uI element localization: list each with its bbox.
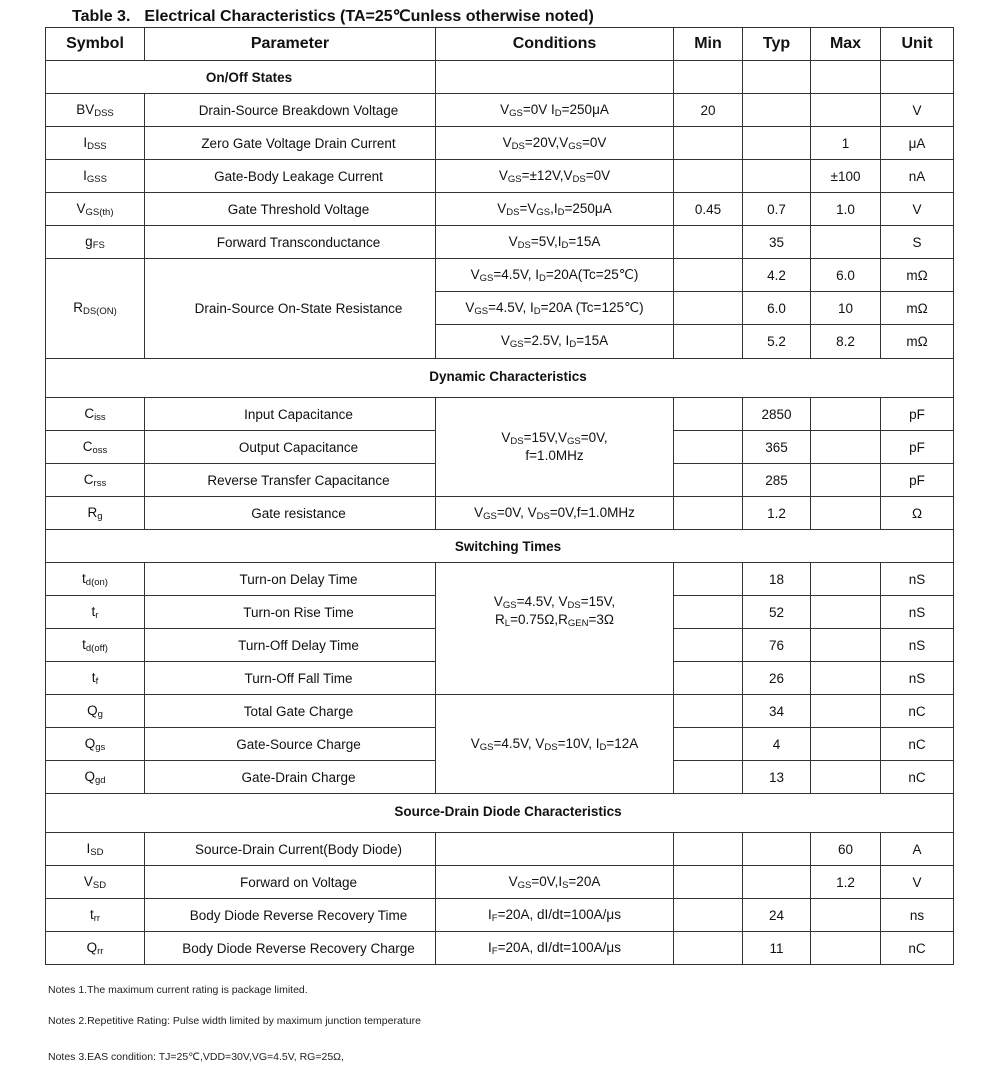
symbol-subscript: gs — [95, 741, 106, 753]
unit-cell: V — [881, 866, 954, 899]
section-diode: Source-Drain Diode Characteristics — [46, 794, 954, 833]
note-2: Notes 2.Repetitive Rating: Pulse width limited by maximum junction temperature — [48, 1015, 421, 1027]
typ-cell: 34 — [743, 695, 811, 728]
min-cell — [674, 932, 743, 965]
parameter-cell: Drain-Source Breakdown Voltage — [145, 94, 436, 127]
table-row — [46, 259, 954, 292]
min-cell — [674, 497, 743, 530]
header-parameter: Parameter — [145, 28, 436, 61]
table-row — [46, 932, 954, 965]
unit-cell: nC — [881, 761, 954, 794]
typ-cell: 13 — [743, 761, 811, 794]
unit-cell: mΩ — [881, 292, 954, 325]
max-cell: 10 — [811, 292, 881, 325]
symbol-subscript: r — [95, 609, 99, 621]
typ-cell: 6.0 — [743, 292, 811, 325]
conditions-cell: $V_{DS}=20V,V_{GS}=0V$ — [436, 127, 674, 160]
symbol-cell — [46, 728, 145, 761]
typ-cell: 18 — [743, 563, 811, 596]
empty-cell — [811, 61, 881, 94]
symbol-subscript: rr — [93, 912, 101, 924]
unit-cell: Ω — [881, 497, 954, 530]
symbol: V — [83, 873, 93, 889]
max-cell: 1.2 — [811, 866, 881, 899]
parameter-cell: Output Capacitance — [145, 431, 436, 464]
symbol: t — [89, 906, 94, 922]
header-typ: Typ — [743, 28, 811, 61]
parameter-cell: Zero Gate Voltage Drain Current — [145, 127, 436, 160]
parameter-cell: Gate-Body Leakage Current — [145, 160, 436, 193]
parameter-cell: Gate-Source Charge — [145, 728, 436, 761]
min-cell — [674, 866, 743, 899]
parameter-cell: Forward on Voltage — [145, 866, 436, 899]
max-cell — [811, 431, 881, 464]
empty-cell — [674, 61, 743, 94]
symbol-subscript: rss — [93, 477, 107, 489]
symbol-subscript: rr — [97, 945, 104, 957]
symbol: Q — [86, 939, 98, 955]
typ-cell — [743, 94, 811, 127]
electrical-characteristics-table — [45, 27, 954, 965]
symbol-cell — [46, 431, 145, 464]
table-row — [46, 695, 954, 728]
header-symbol: Symbol — [46, 28, 145, 61]
symbol: C — [84, 405, 95, 421]
symbol: Q — [84, 768, 95, 784]
gate-charge-conditions-cell: $V_{GS}=4.5V$, $V_{DS}=10V$, $I_D=12A$ — [436, 695, 674, 794]
table-row — [46, 226, 954, 259]
max-cell — [811, 596, 881, 629]
symbol: t — [91, 603, 96, 619]
empty-cell — [743, 61, 811, 94]
parameter-cell: Gate Threshold Voltage — [145, 193, 436, 226]
typ-cell: 35 — [743, 226, 811, 259]
max-cell — [811, 629, 881, 662]
symbol: C — [82, 438, 93, 454]
min-cell — [674, 160, 743, 193]
section-row — [46, 359, 954, 398]
min-cell — [674, 833, 743, 866]
header-conditions: Conditions — [436, 28, 674, 61]
symbol-subscript: d(off) — [85, 642, 108, 654]
parameter-cell: Body Diode Reverse Recovery Time — [145, 899, 436, 932]
symbol: g — [85, 233, 93, 249]
symbol: I — [83, 134, 88, 150]
symbol: Q — [84, 735, 96, 751]
table-row — [46, 563, 954, 596]
max-cell — [811, 563, 881, 596]
max-cell — [811, 497, 881, 530]
max-cell — [811, 464, 881, 497]
max-cell — [811, 932, 881, 965]
parameter-cell: Turn-Off Delay Time — [145, 629, 436, 662]
table-caption: Electrical Characteristics (TA=25℃unless otherwise noted) — [144, 8, 594, 25]
empty-cell — [881, 61, 954, 94]
min-cell — [674, 431, 743, 464]
unit-cell: S — [881, 226, 954, 259]
section-switching: Switching Times — [46, 530, 954, 563]
conditions-cell: $V_{GS}=4.5V$, $I_D=20A$ (Tc=125℃) — [436, 292, 674, 325]
symbol-cell — [46, 629, 145, 662]
unit-cell: ns — [881, 899, 954, 932]
symbol-cell — [46, 398, 145, 431]
min-cell — [674, 596, 743, 629]
max-cell: 6.0 — [811, 259, 881, 292]
min-cell — [674, 127, 743, 160]
symbol-cell — [46, 259, 145, 359]
conditions-cell: $V_{GS}=0V,I_S=20A$ — [436, 866, 674, 899]
unit-cell: pF — [881, 464, 954, 497]
header-unit: Unit — [881, 28, 954, 61]
symbol-cell — [46, 464, 145, 497]
section-row — [46, 530, 954, 563]
symbol-subscript: DS(ON) — [82, 306, 117, 317]
unit-cell: nS — [881, 563, 954, 596]
unit-cell: nC — [881, 932, 954, 965]
min-cell — [674, 226, 743, 259]
header-min: Min — [674, 28, 743, 61]
min-cell — [674, 728, 743, 761]
parameter-cell: Gate resistance — [145, 497, 436, 530]
min-cell — [674, 259, 743, 292]
unit-cell: mΩ — [881, 259, 954, 292]
conditions-cell: $V_{DS}=V_{GS},I_D=250\mu A$ — [436, 193, 674, 226]
symbol-subscript: SD — [90, 846, 104, 858]
parameter-cell: Drain-Source On-State Resistance — [145, 259, 436, 359]
table-number: Table 3. — [72, 8, 131, 25]
unit-cell: nC — [881, 695, 954, 728]
conditions-cell — [436, 833, 674, 866]
unit-cell: pF — [881, 431, 954, 464]
min-cell — [674, 563, 743, 596]
unit-cell: nS — [881, 662, 954, 695]
min-cell — [674, 464, 743, 497]
conditions-cell: $V_{GS}=2.5V$, $I_D=15A$ — [436, 325, 674, 359]
table-row — [46, 398, 954, 431]
table-row — [46, 160, 954, 193]
table-row — [46, 866, 954, 899]
symbol-cell — [46, 94, 145, 127]
min-cell — [674, 761, 743, 794]
max-cell: 60 — [811, 833, 881, 866]
unit-cell: nS — [881, 596, 954, 629]
header-max: Max — [811, 28, 881, 61]
unit-cell: nS — [881, 629, 954, 662]
symbol-subscript: FS — [92, 239, 105, 251]
header-row — [46, 28, 954, 61]
symbol-cell — [46, 695, 145, 728]
min-cell — [674, 292, 743, 325]
symbol-cell — [46, 497, 145, 530]
section-row — [46, 794, 954, 833]
max-cell: ±100 — [811, 160, 881, 193]
typ-cell — [743, 866, 811, 899]
typ-cell: 5.2 — [743, 325, 811, 359]
max-cell: 1 — [811, 127, 881, 160]
conditions-cell: $I_F=20A$, dI/dt=100A/μs — [436, 932, 674, 965]
typ-cell: 26 — [743, 662, 811, 695]
typ-cell: 365 — [743, 431, 811, 464]
max-cell — [811, 226, 881, 259]
symbol-cell — [46, 596, 145, 629]
min-cell — [674, 899, 743, 932]
max-cell — [811, 662, 881, 695]
min-cell — [674, 695, 743, 728]
symbol: I — [83, 167, 87, 183]
typ-cell: 76 — [743, 629, 811, 662]
parameter-cell: Turn-on Rise Time — [145, 596, 436, 629]
symbol-cell — [46, 899, 145, 932]
table-row — [46, 193, 954, 226]
conditions-cell: $V_{GS}=0V$, $V_{DS}=0V,f=1.0MHz$ — [436, 497, 674, 530]
symbol-subscript: g — [97, 510, 103, 522]
section-on-off: On/Off States — [46, 61, 436, 94]
typ-cell — [743, 833, 811, 866]
parameter-cell: Input Capacitance — [145, 398, 436, 431]
symbol-cell — [46, 932, 145, 965]
symbol: C — [83, 471, 94, 487]
symbol-subscript: gd — [94, 774, 106, 786]
max-cell — [811, 695, 881, 728]
max-cell — [811, 398, 881, 431]
symbol-cell — [46, 662, 145, 695]
symbol-subscript: d(on) — [85, 576, 108, 588]
table-row — [46, 497, 954, 530]
typ-cell: 285 — [743, 464, 811, 497]
min-cell: 0.45 — [674, 193, 743, 226]
parameter-cell: Forward Transconductance — [145, 226, 436, 259]
note-3: Notes 3.EAS condition: TJ=25℃,VDD=30V,VG=4.5V, RG=25Ω, — [48, 1051, 344, 1063]
parameter-cell: Reverse Transfer Capacitance — [145, 464, 436, 497]
symbol-subscript: GSS — [86, 173, 107, 185]
symbol-cell — [46, 866, 145, 899]
note-1: Notes 1.The maximum current rating is package limited. — [48, 984, 308, 996]
symbol-cell — [46, 761, 145, 794]
parameter-cell: Turn-on Delay Time — [145, 563, 436, 596]
typ-cell: 11 — [743, 932, 811, 965]
section-dynamic: Dynamic Characteristics — [46, 359, 954, 398]
symbol-cell — [46, 563, 145, 596]
symbol: R — [73, 300, 83, 315]
typ-cell — [743, 127, 811, 160]
conditions-cell: $V_{GS}=\pm 12V,V_{DS}=0V$ — [436, 160, 674, 193]
symbol: t — [82, 570, 86, 586]
typ-cell: 0.7 — [743, 193, 811, 226]
max-cell: 1.0 — [811, 193, 881, 226]
capacitance-conditions-cell: $V_{DS}=15V,V_{GS}=0V$, f=1.0MHz — [436, 398, 674, 497]
min-cell — [674, 662, 743, 695]
min-cell — [674, 325, 743, 359]
typ-cell: 4 — [743, 728, 811, 761]
max-cell — [811, 94, 881, 127]
typ-cell: 24 — [743, 899, 811, 932]
typ-cell: 4.2 — [743, 259, 811, 292]
min-cell — [674, 629, 743, 662]
section-row — [46, 61, 954, 94]
parameter-cell: Source-Drain Current(Body Diode) — [145, 833, 436, 866]
symbol-subscript: DSS — [87, 140, 107, 152]
symbol-cell — [46, 833, 145, 866]
min-cell — [674, 398, 743, 431]
parameter-cell: Turn-Off Fall Time — [145, 662, 436, 695]
table-row — [46, 899, 954, 932]
max-cell: 8.2 — [811, 325, 881, 359]
symbol-subscript: g — [97, 708, 103, 720]
conditions-cell: $I_F=20A$, dI/dt=100A/μs — [436, 899, 674, 932]
symbol: R — [87, 504, 98, 520]
symbol-cell — [46, 127, 145, 160]
unit-cell: V — [881, 94, 954, 127]
conditions-cell: $V_{GS}=4.5V$, $I_D=20A(Tc=25℃)$ — [436, 259, 674, 292]
symbol: V — [76, 200, 86, 216]
conditions-cell: $V_{DS}=5V,I_D=15A$ — [436, 226, 674, 259]
symbol-subscript: DSS — [94, 107, 114, 119]
typ-cell: 1.2 — [743, 497, 811, 530]
switching-conditions-cell: $V_{GS}=4.5V$, $V_{DS}=15V$, $R_L=0.75\Omega,R_{GEN}=3\Omega$ — [436, 563, 674, 695]
max-cell — [811, 899, 881, 932]
min-cell: 20 — [674, 94, 743, 127]
unit-cell: nC — [881, 728, 954, 761]
parameter-cell: Body Diode Reverse Recovery Charge — [145, 932, 436, 965]
symbol: Q — [87, 702, 98, 718]
unit-cell: pF — [881, 398, 954, 431]
typ-cell — [743, 160, 811, 193]
symbol-cell — [46, 193, 145, 226]
parameter-cell: Gate-Drain Charge — [145, 761, 436, 794]
symbol-subscript: iss — [94, 411, 106, 423]
typ-cell: 52 — [743, 596, 811, 629]
symbol-subscript: SD — [92, 879, 107, 891]
max-cell — [811, 761, 881, 794]
symbol-cell — [46, 226, 145, 259]
symbol: t — [91, 669, 96, 685]
symbol-subscript: GS(th) — [85, 206, 114, 218]
typ-cell: 2850 — [743, 398, 811, 431]
unit-cell: nA — [881, 160, 954, 193]
table-title — [72, 6, 594, 26]
unit-cell: V — [881, 193, 954, 226]
unit-cell: A — [881, 833, 954, 866]
symbol: t — [82, 636, 86, 652]
symbol-subscript: oss — [92, 444, 108, 456]
table-row — [46, 127, 954, 160]
unit-cell: mΩ — [881, 325, 954, 359]
symbol-subscript: f — [95, 675, 99, 687]
table-row — [46, 833, 954, 866]
symbol: BV — [76, 101, 95, 117]
symbol-cell — [46, 160, 145, 193]
unit-cell: μA — [881, 127, 954, 160]
parameter-cell: Total Gate Charge — [145, 695, 436, 728]
table-row — [46, 94, 954, 127]
empty-cell — [436, 61, 674, 94]
symbol: I — [86, 840, 91, 856]
max-cell — [811, 728, 881, 761]
conditions-cell: $V_{GS}=0V$ $I_D=250\mu A$ — [436, 94, 674, 127]
